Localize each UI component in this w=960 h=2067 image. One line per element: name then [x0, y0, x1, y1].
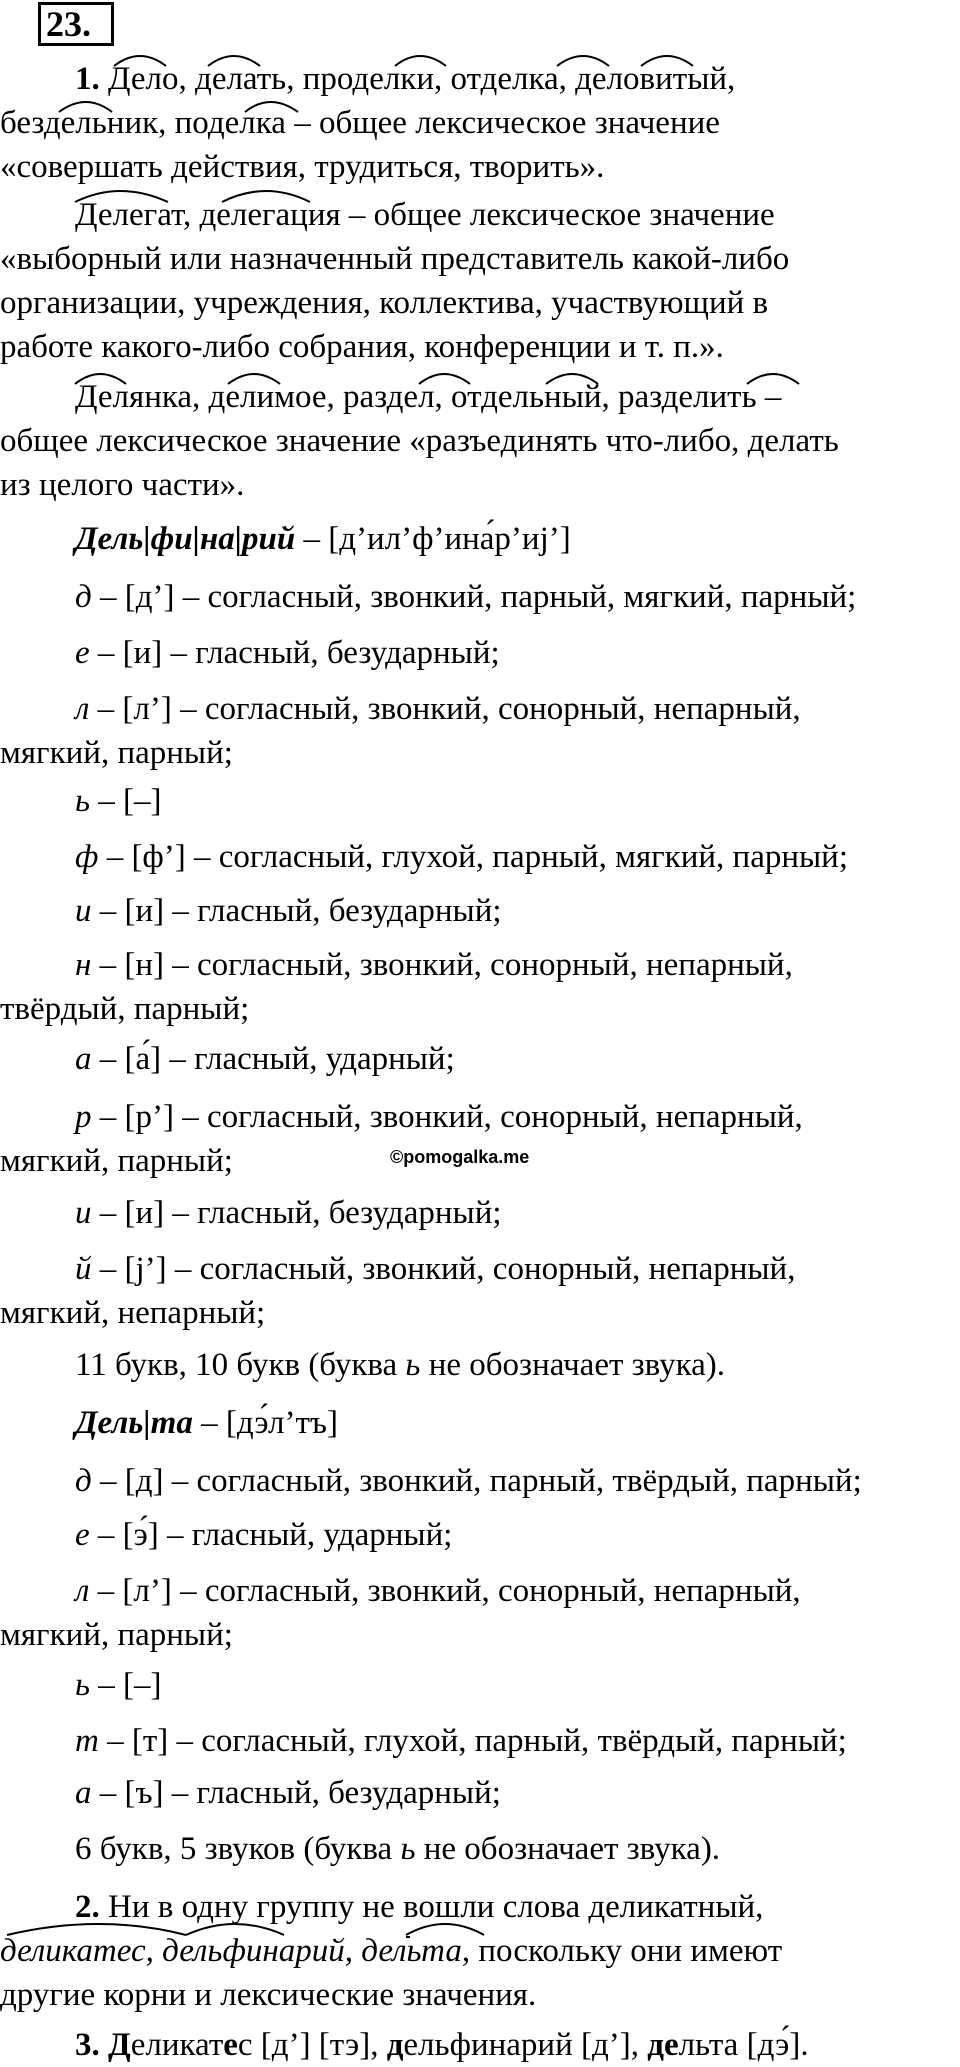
- word1-transcription: – [д’ил’ф’ина́р’иj’]: [295, 521, 571, 557]
- p4-line-1: 2. Ни в одну группу не вошли слова деликатный,: [75, 1889, 764, 1925]
- w1-sound-10: й – [j’] – согласный, звонкий, сонорный, непарный,: [75, 1251, 796, 1287]
- p2-line-3: организации, учреждения, коллектива, участвующий в: [0, 285, 769, 321]
- p3-line-2: общее лексическое значение «разъединять что-либо, делать: [0, 423, 839, 459]
- w1-sound-5: и – [и] – гласный, безударный;: [75, 893, 502, 929]
- w1-sound-6: н – [н] – согласный, звонкий, сонорный, непарный,: [75, 947, 793, 983]
- word1-heading: [75, 517, 571, 561]
- w1-sound-7: а – [а́] – гласный, ударный;: [75, 1041, 455, 1077]
- p2-line-4: работе какого-либо собрания, конференции и т. п.».: [0, 329, 724, 365]
- item-label: 2.: [75, 1889, 100, 1925]
- p4-line-3: другие корни и лексические значения.: [0, 1977, 537, 2013]
- w2-sound-2-cont: мягкий, парный;: [0, 1617, 233, 1653]
- word2-transcription: – [дэ́л’тъ]: [192, 1405, 338, 1441]
- p1-line-1: [75, 57, 735, 101]
- w1-sound-1: е – [и] – гласный, безударный;: [75, 635, 500, 671]
- w1-sound-0: д – [д’] – согласный, звонкий, парный, мягкий, парный;: [75, 579, 857, 615]
- item-label: 1.: [75, 61, 100, 97]
- word2-heading: [75, 1401, 338, 1445]
- p1-text-1: Дело, делать, проделки, отделка, деловитый,: [108, 61, 736, 97]
- w1-summary: 11 букв, 10 букв (буква ь не обозначает звука).: [75, 1347, 726, 1383]
- w1-sound-9: и – [и] – гласный, безударный;: [75, 1195, 502, 1231]
- w1-sound-2: л – [л’] – согласный, звонкий, сонорный, непарный,: [75, 691, 801, 727]
- p2-line-1: Делегат, делегация – общее лексическое значение: [75, 197, 775, 233]
- task-number: 23.: [46, 4, 91, 44]
- word2-syllables: Дель|та: [75, 1405, 193, 1441]
- p5-line-1: 3. Деликатес [д’] [тэ], дельфинарий [д’], дельта [дэ́].: [75, 2027, 809, 2063]
- w1-sound-8: р – [р’] – согласный, звонкий, сонорный, непарный,: [75, 1099, 803, 1135]
- w2-sound-4: т – [т] – согласный, глухой, парный, твёрдый, парный;: [75, 1723, 847, 1759]
- w2-sound-0: д – [д] – согласный, звонкий, парный, твёрдый, парный;: [75, 1463, 862, 1499]
- w1-sound-6-cont: твёрдый, парный;: [0, 991, 250, 1027]
- w2-sound-1: е – [э́] – гласный, ударный;: [75, 1517, 453, 1553]
- w1-sound-10-cont: мягкий, непарный;: [0, 1295, 266, 1331]
- item-label: 3.: [75, 2027, 100, 2063]
- p4-line-2: деликатес, дельфинарий, дельта, поскольку они имеют: [0, 1933, 783, 1969]
- task-number-box: [38, 2, 138, 50]
- w2-summary: 6 букв, 5 звуков (буква ь не обозначает звука).: [75, 1831, 721, 1867]
- w1-sound-4: ф – [ф’] – согласный, глухой, парный, мягкий, парный;: [75, 839, 848, 875]
- p3-line-3: из целого части».: [0, 467, 245, 503]
- w1-sound-2-cont: мягкий, парный;: [0, 735, 233, 771]
- word1-syllables: Дель|фи|на|рий: [75, 521, 296, 557]
- p1-line-3: «совершать действия, трудиться, творить».: [0, 149, 605, 185]
- w1-sound-8-cont: мягкий, парный;: [0, 1143, 233, 1179]
- p1-line-2: бездельник, поделка – общее лексическое значение: [0, 105, 720, 141]
- w2-sound-3: ь – [–]: [75, 1667, 162, 1703]
- w2-sound-2: л – [л’] – согласный, звонкий, сонорный, непарный,: [75, 1573, 801, 1609]
- p3-line-1: Делянка, делимое, раздел, отдельный, разделить –: [75, 379, 782, 415]
- w1-sound-3: ь – [–]: [75, 783, 162, 819]
- w2-sound-5: а – [ъ] – гласный, безударный;: [75, 1775, 501, 1811]
- watermark: ©pomogalka.me: [390, 1147, 530, 1167]
- p2-line-2: «выборный или назначенный представитель какой-либо: [0, 241, 790, 277]
